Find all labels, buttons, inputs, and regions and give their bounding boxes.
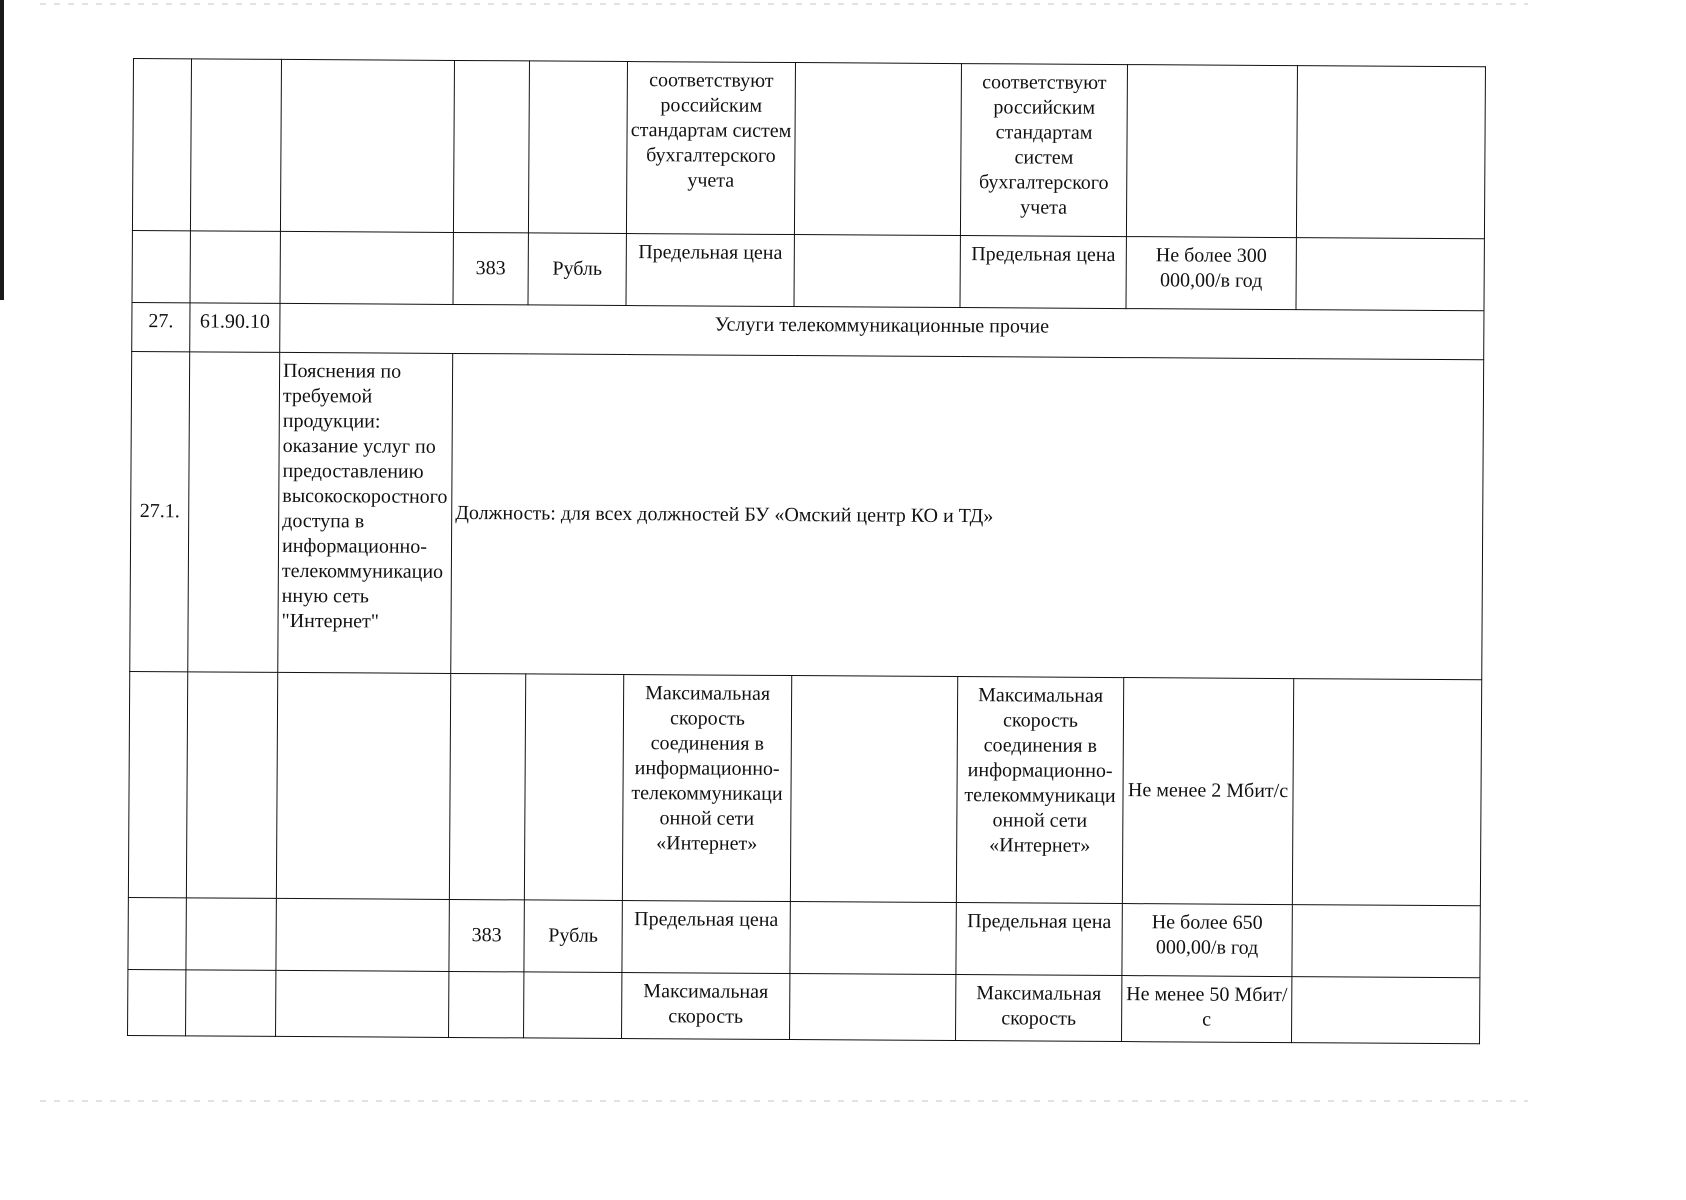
scan-noise-top: [40, 3, 1528, 5]
cell-justification: [1292, 977, 1480, 1044]
cell-number: [128, 897, 186, 969]
scan-edge-mark: [0, 0, 4, 300]
table-row: [128, 671, 1481, 905]
section-title: Услуги телекоммуникационные прочие: [280, 303, 1484, 359]
cell-approved-characteristic: Максимальная скорость соединения в информационно-телекоммуникационной сети «Интернет»: [956, 677, 1123, 904]
cell-approved-value: Не более 650 000,00/в год: [1122, 904, 1292, 977]
cell-name: [276, 672, 450, 899]
cell-approved-characteristic: Максимальная скорость: [956, 975, 1122, 1042]
cell-characteristic-value: [794, 63, 961, 236]
cell-justification: [1296, 66, 1485, 239]
cell-number: [128, 969, 186, 1035]
cell-okei-code: [453, 60, 529, 232]
cell-unit: [528, 61, 627, 234]
scan-noise-bottom: [40, 1100, 1528, 1102]
cell-unit: [524, 674, 623, 901]
cell-approved-value: Не менее 50 Мбит/с: [1122, 976, 1292, 1043]
table-row: [128, 969, 1480, 1043]
cell-okpd2: [188, 352, 280, 673]
cell-characteristic-value: [790, 974, 956, 1041]
cell-approved-value: [1126, 65, 1297, 238]
cell-characteristic: соответствуют российским стандартам систем бухгалтерского учета: [626, 62, 795, 235]
cell-okpd2: [190, 59, 281, 232]
cell-approved-value: Не менее 2 Мбит/с: [1122, 678, 1293, 905]
table-row: [130, 351, 1484, 679]
cell-okpd2: [190, 231, 280, 304]
cell-name: [280, 59, 454, 232]
cell-okei-code: 383: [449, 899, 524, 971]
cell-justification: [1296, 238, 1484, 311]
cell-characteristic-value: [790, 902, 956, 975]
cell-justification: [1292, 679, 1481, 906]
cell-name: [276, 898, 449, 971]
cell-okpd2: [186, 672, 277, 899]
table-row: [132, 59, 1485, 239]
cell-unit: Рубль: [524, 900, 622, 973]
cell-number: [132, 59, 191, 231]
section-okpd2: 61.90.10: [190, 303, 280, 353]
cell-characteristic: Предельная цена: [626, 234, 794, 307]
cell-explanation: Пояснения по требуемой продукции: оказание услуг по предоставлению высокоскоростного доступа в информационно-телекоммуникационную сеть "Интернет": [278, 352, 453, 673]
table-row: [128, 897, 1480, 977]
cell-position: Должность: для всех должностей БУ «Омский центр КО и ТД»: [451, 353, 1484, 679]
requirements-table: [127, 58, 1486, 1044]
cell-name: [280, 231, 453, 304]
cell-unit: [524, 972, 622, 1039]
cell-approved-characteristic: соответствуют российским стандартам систем бухгалтерского учета: [960, 64, 1127, 237]
cell-characteristic: Максимальная скорость: [622, 973, 790, 1040]
table-row: [132, 230, 1484, 310]
cell-justification: [1292, 905, 1480, 978]
cell-number: [132, 230, 190, 302]
cell-characteristic: Предельная цена: [622, 901, 790, 974]
cell-characteristic: Максимальная скорость соединения в информационно-телекоммуникационной сети «Интернет»: [622, 675, 791, 902]
cell-unit: Рубль: [528, 233, 626, 306]
cell-approved-characteristic: Предельная цена: [960, 236, 1126, 309]
cell-okei-code: [449, 971, 524, 1037]
cell-okei-code: 383: [453, 232, 528, 304]
section-row: [132, 302, 1484, 359]
cell-number: 27.1.: [130, 351, 190, 671]
cell-okei-code: [449, 673, 525, 899]
cell-okpd2: [186, 970, 276, 1037]
cell-number: [128, 671, 187, 897]
section-number: 27.: [132, 302, 190, 351]
cell-characteristic-value: [790, 676, 957, 903]
cell-characteristic-value: [794, 235, 960, 308]
cell-approved-characteristic: Предельная цена: [956, 903, 1122, 976]
cell-approved-value: Не более 300 000,00/в год: [1126, 237, 1296, 310]
cell-okpd2: [186, 898, 276, 971]
cell-name: [276, 970, 449, 1037]
